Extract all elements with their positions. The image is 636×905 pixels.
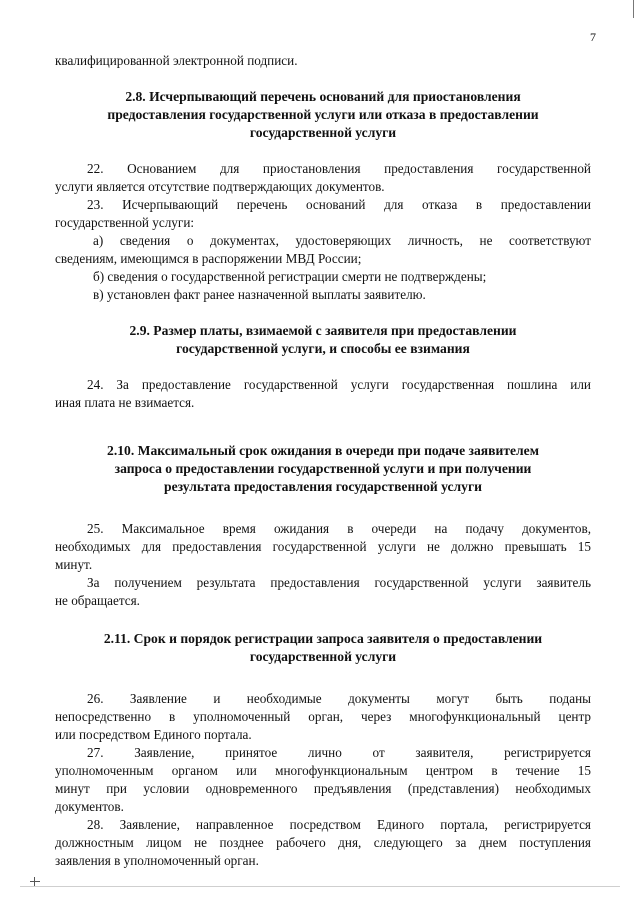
text-line: должностным лицом не позднее рабочего дня, следующего за днем поступления	[55, 835, 591, 850]
heading-line: государственной услуги	[249, 125, 397, 140]
section-heading	[55, 88, 591, 142]
heading-line: государственной услуги	[249, 649, 397, 664]
scan-mark	[30, 881, 40, 882]
text-line: б) сведения о государственной регистрации смерти не подтверждены;	[93, 269, 487, 284]
text-line: сведениям, имеющимся в распоряжении МВД России;	[55, 251, 362, 266]
heading-line: 2.8. Исчерпывающий перечень оснований для приостановления	[125, 89, 521, 104]
paragraph-25-note	[55, 574, 591, 610]
list-item-v	[55, 286, 591, 304]
heading-line: запроса о предоставлении государственной услуги и при получении	[114, 461, 532, 476]
footer-rule	[20, 886, 620, 887]
text-line: 23. Исчерпывающий перечень оснований для отказа в предоставлении	[87, 197, 591, 212]
text-line: документов.	[55, 799, 124, 814]
section-2-9	[55, 322, 591, 412]
heading-line: 2.9. Размер платы, взимаемой с заявителя при предоставлении	[129, 323, 517, 338]
text-line: 28. Заявление, направленное посредством Единого портала, регистрируется	[87, 817, 591, 832]
heading-line: предоставления государственной услуги или отказа в предоставлении	[107, 107, 539, 122]
text-line: 27. Заявление, принятое лично от заявителя, регистрируется	[87, 745, 591, 760]
paragraph-28	[55, 816, 591, 870]
text-line: минут при условии одновременного предъявления (представления) необходимых	[55, 781, 591, 796]
document-body	[55, 52, 591, 870]
continuation-line: квалифицированной электронной подписи.	[55, 53, 298, 68]
section-heading	[55, 442, 591, 496]
heading-line: 2.11. Срок и порядок регистрации запроса заявителя о предоставлении	[103, 631, 543, 646]
text-line: иная плата не взимается.	[55, 395, 195, 410]
section-2-11	[55, 630, 591, 870]
text-line: 25. Максимальное время ожидания в очереди на подачу документов,	[87, 521, 591, 536]
section-2-8	[55, 88, 591, 304]
section-heading	[55, 630, 591, 666]
text-line: государственной услуги:	[55, 215, 195, 230]
section-heading	[55, 322, 591, 358]
text-line: 22. Основанием для приостановления предоставления государственной	[87, 161, 591, 176]
section-2-10	[55, 442, 591, 610]
text-line: заявления в уполномоченный орган.	[55, 853, 259, 868]
text-line: 24. За предоставление государственной услуги государственная пошлина или	[87, 377, 591, 392]
heading-line: результата предоставления государственной услуги	[164, 479, 482, 494]
text-line: не обращается.	[55, 593, 140, 608]
paragraph-24	[55, 376, 591, 412]
text-line: или посредством Единого портала.	[55, 727, 252, 742]
paragraph-23	[55, 196, 591, 232]
text-line: а) сведения о документах, удостоверяющих личность, не соответствуют	[93, 233, 591, 248]
heading-line: государственной услуги, и способы ее взимания	[176, 341, 470, 356]
paragraph-25	[55, 520, 591, 574]
text-line: необходимых для предоставления государственной услуги не должно превышать 15	[55, 539, 591, 554]
page-number: 7	[590, 30, 596, 44]
list-item-a	[55, 232, 591, 268]
text-line: 26. Заявление и необходимые документы могут быть поданы	[87, 691, 591, 706]
scan-mark	[34, 877, 35, 886]
text-line: непосредственно в уполномоченный орган, через многофункциональный центр	[55, 709, 591, 724]
paragraph-22	[55, 160, 591, 196]
text-line: За получением результата предоставления государственной услуги заявитель	[87, 575, 591, 590]
list-item-b	[55, 268, 591, 286]
page-edge-mark	[633, 0, 634, 18]
text-line: услуги является отсутствие подтверждающих документов.	[55, 179, 385, 194]
text-line: минут.	[55, 557, 93, 572]
heading-line: 2.10. Максимальный срок ожидания в очереди при подаче заявителем	[107, 443, 539, 458]
text-line: уполномоченным органом или многофункциональным центром в течение 15	[55, 763, 591, 778]
paragraph-26	[55, 690, 591, 744]
text-line: в) установлен факт ранее назначенной выплаты заявителю.	[93, 287, 426, 302]
paragraph-27	[55, 744, 591, 816]
